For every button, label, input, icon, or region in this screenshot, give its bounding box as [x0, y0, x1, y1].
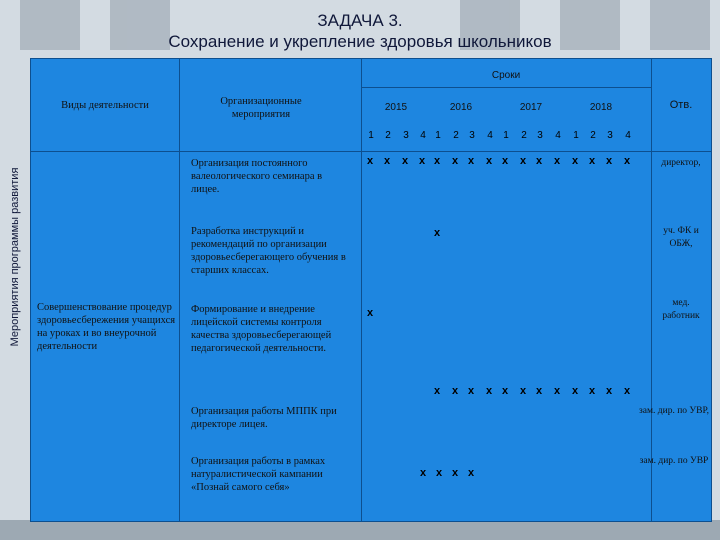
schedule-mark: х	[485, 155, 493, 167]
schedule-mark: х	[501, 385, 509, 397]
schedule-mark: х	[366, 155, 374, 167]
year-2015: 2015	[384, 102, 408, 113]
year-2016: 2016	[449, 102, 473, 113]
schedule-mark: х	[451, 467, 459, 479]
quarter-label: 2	[385, 130, 391, 141]
schedule-mark: х	[401, 155, 409, 167]
quarter-label: 1	[573, 130, 579, 141]
schedule-mark: х	[553, 385, 561, 397]
quarter-label: 3	[537, 130, 543, 141]
schedule-mark: х	[588, 155, 596, 167]
quarter-label: 2	[453, 130, 459, 141]
title-line-1: ЗАДАЧА 3.	[317, 11, 403, 30]
schedule-mark: х	[451, 385, 459, 397]
quarter-label: 2	[590, 130, 596, 141]
schedule-mark: х	[501, 155, 509, 167]
schedule-mark: х	[467, 155, 475, 167]
quarter-label: 1	[503, 130, 509, 141]
row-4-responsible: зам. дир. по УВР,	[639, 406, 709, 416]
plan-table	[30, 58, 712, 522]
row-5-responsible: зам. дир. по УВР	[639, 456, 709, 466]
row-1-measure: Организация постоянного валеологического семинара в лицее.	[191, 158, 323, 195]
side-label-box	[0, 142, 30, 372]
activity-types-header: Виды деятельности	[61, 100, 149, 111]
quarter-label: 3	[403, 130, 409, 141]
quarter-label: 2	[521, 130, 527, 141]
schedule-mark: х	[553, 155, 561, 167]
schedule-mark: х	[588, 385, 596, 397]
schedule-mark: х	[467, 467, 475, 479]
schedule-mark: х	[605, 385, 613, 397]
schedule-mark: х	[535, 155, 543, 167]
row-5-measure: Организация работы в рамках натуралистической кампании «Познай самого себя»	[191, 456, 326, 493]
row-3-measure: Формирование и внедрение лицейской системы контроля качества здоровьесберегающей педагогической деятельности.	[191, 304, 332, 354]
schedule-mark: х	[571, 155, 579, 167]
schedule-mark: х	[433, 155, 441, 167]
schedule-mark: х	[623, 385, 631, 397]
quarter-label: 1	[368, 130, 374, 141]
year-2017: 2017	[519, 102, 543, 113]
activity-type-cell: Совершенствование процедур здоровьесбережения учащихся на уроках и во внеурочной деятельности	[37, 302, 176, 352]
quarter-label: 4	[625, 130, 631, 141]
quarter-label: 3	[469, 130, 475, 141]
side-label: Мероприятия программы развития	[9, 167, 21, 347]
schedule-mark: х	[485, 385, 493, 397]
schedule-mark: х	[571, 385, 579, 397]
quarter-label: 4	[555, 130, 561, 141]
schedule-mark: х	[451, 155, 459, 167]
schedule-mark: х	[605, 155, 613, 167]
schedule-mark: х	[519, 155, 527, 167]
schedule-mark: х	[519, 385, 527, 397]
schedule-mark: х	[418, 155, 426, 167]
quarter-label: 4	[420, 130, 426, 141]
year-2018: 2018	[589, 102, 613, 113]
row-4-measure: Организация работы МППК при директоре лицея.	[191, 406, 337, 430]
quarter-label: 1	[435, 130, 441, 141]
quarter-label: 4	[487, 130, 493, 141]
deadlines-header: Сроки	[491, 70, 521, 81]
responsible-header: Отв.	[669, 99, 693, 111]
schedule-mark: х	[433, 227, 441, 239]
schedule-mark: х	[435, 467, 443, 479]
row-2-measure: Разработка инструкций и рекомендаций по организации здоровьесберегающего обучения в старших классах.	[191, 226, 346, 276]
schedule-mark: х	[433, 385, 441, 397]
row-3-responsible: мед. работник	[662, 298, 700, 321]
row-2-responsible: уч. ФК и ОБЖ,	[663, 226, 699, 249]
schedule-mark: х	[383, 155, 391, 167]
schedule-mark: х	[467, 385, 475, 397]
schedule-mark: х	[419, 467, 427, 479]
row-1-responsible: директор,	[661, 158, 701, 168]
schedule-mark: х	[535, 385, 543, 397]
title-line-2: Сохранение и укрепление здоровья школьников	[168, 32, 552, 51]
schedule-mark: х	[623, 155, 631, 167]
quarter-label: 3	[607, 130, 613, 141]
org-measures-header: Организационные мероприятия	[220, 96, 302, 120]
schedule-mark: х	[366, 307, 374, 319]
slide-title	[0, 10, 720, 52]
